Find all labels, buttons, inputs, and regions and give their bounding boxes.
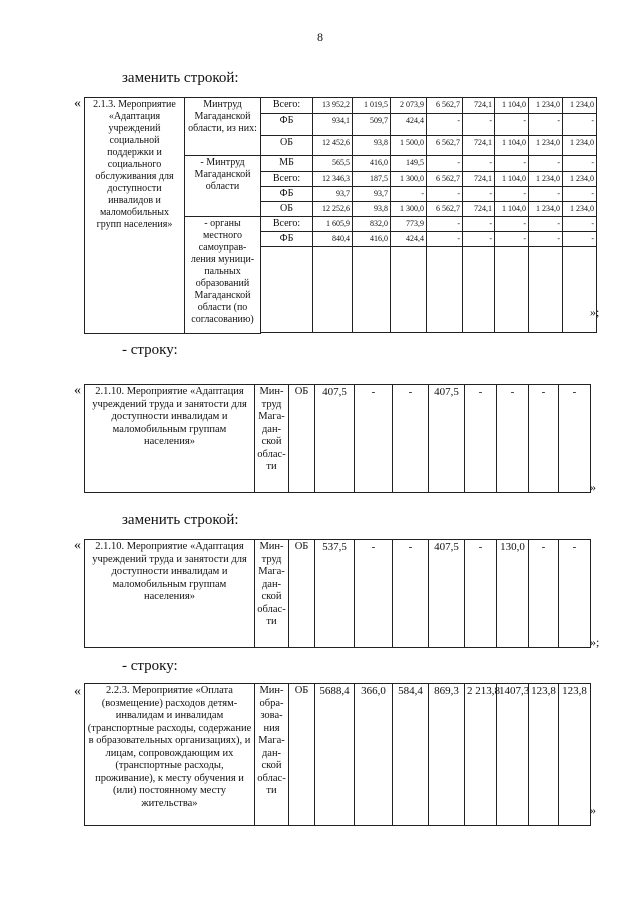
source-cell: ОБ (261, 202, 313, 217)
value-cell: - (529, 540, 559, 648)
value-cell: - (427, 187, 463, 202)
page-number: 8 (317, 30, 323, 44)
value-cell: 6 562,7 (427, 172, 463, 187)
table-block-1 (84, 97, 600, 334)
value-cell: - (427, 232, 463, 247)
value-cell: - (563, 187, 597, 202)
value-cell: 1 234,0 (563, 172, 597, 187)
value-cell: 1407,3 (497, 684, 529, 826)
value-cell: 407,5 (429, 540, 465, 648)
value-cell: 773,9 (391, 217, 427, 232)
value-cell: 724,1 (463, 172, 495, 187)
value-cell: 1 104,0 (495, 202, 529, 217)
value-cell: - (563, 217, 597, 232)
value-cell: - (463, 232, 495, 247)
value-cell: 1 234,0 (529, 98, 563, 114)
executor-cell: - органы местного самоуправ-ления муници-пальных образований Магаданской области (по согласованию) (185, 217, 261, 334)
executor-cell: Мин-обра-зова-ния Мага-дан-ской облас-ти (255, 684, 289, 826)
table-block-2 (84, 384, 591, 493)
measure-cell: 2.1.3. Мероприятие «Адаптация учреждений социальной поддержки и социального обслуживания для доступности инвалидов и маломобильных групп населения» (85, 98, 185, 334)
table-block-3 (84, 539, 591, 648)
source-cell: ОБ (261, 136, 313, 156)
value-cell: - (529, 217, 563, 232)
value-cell: 12 452,6 (313, 136, 353, 156)
executor-cell: Мин-труд Мага-дан-ской облас-ти (255, 540, 289, 648)
value-cell: - (393, 385, 429, 493)
value-cell: 1 234,0 (563, 136, 597, 156)
value-cell: 840,4 (313, 232, 353, 247)
table-row (85, 385, 591, 493)
value-cell: 416,0 (353, 156, 391, 172)
value-cell: - (559, 385, 591, 493)
open-quote-2: « (74, 383, 81, 398)
value-cell: - (529, 187, 563, 202)
executor-cell: Минтруд Магаданской области, из них: (185, 98, 261, 156)
value-cell: 93,8 (353, 136, 391, 156)
value-cell: - (427, 114, 463, 136)
table-row (85, 540, 591, 648)
value-cell: 724,1 (463, 136, 495, 156)
close-quote-4: » (590, 803, 596, 817)
value-cell: 1 300,0 (391, 172, 427, 187)
measure-cell: 2.2.3. Мероприятие «Оплата (возмещение) расходов детям-инвалидам и инвалидам (транспортные расходы, содержание в образовательных организациях), и лицам, сопровождающим их (транспортные расходы, проживание), к месту обучения и (или) постоянному месту жительства» (85, 684, 255, 826)
open-quote-1: « (74, 96, 81, 111)
value-cell: 424,4 (391, 114, 427, 136)
value-cell: - (463, 217, 495, 232)
value-cell: 869,3 (429, 684, 465, 826)
source-cell: ФБ (261, 187, 313, 202)
value-cell: - (463, 114, 495, 136)
value-cell: 93,7 (313, 187, 353, 202)
value-cell: 416,0 (353, 232, 391, 247)
table-row (85, 684, 591, 826)
value-cell: - (529, 114, 563, 136)
value-cell: - (563, 114, 597, 136)
value-cell: 12 252,6 (313, 202, 353, 217)
value-cell: - (465, 540, 497, 648)
value-cell: 1 300,0 (391, 202, 427, 217)
value-cell: 1 234,0 (563, 202, 597, 217)
value-cell: 1 019,5 (353, 98, 391, 114)
value-cell: - (427, 217, 463, 232)
heading-replace-1: заменить строкой: (122, 70, 239, 86)
table-block-4 (84, 683, 591, 826)
value-cell: - (559, 540, 591, 648)
value-cell: 1 500,0 (391, 136, 427, 156)
value-cell: - (465, 385, 497, 493)
value-cell: 724,1 (463, 202, 495, 217)
open-quote-3: « (74, 538, 81, 553)
close-quote-2: » (590, 480, 596, 494)
value-cell: 130,0 (497, 540, 529, 648)
measure-cell: 2.1.10. Мероприятие «Адаптация учреждений труда и занятости для доступности инвалидам и маломобильным группам населения» (85, 385, 255, 493)
source-cell: Всего: (261, 217, 313, 232)
source-cell: Всего: (261, 98, 313, 114)
value-cell: 1 104,0 (495, 136, 529, 156)
heading-row-2: - строку: (122, 342, 178, 358)
measure-cell: 2.1.10. Мероприятие «Адаптация учреждений труда и занятости для доступности инвалидам и маломобильным группам населения» (85, 540, 255, 648)
value-cell: - (497, 385, 529, 493)
value-cell: 366,0 (355, 684, 393, 826)
value-cell: - (495, 187, 529, 202)
heading-row-4: - строку: (122, 658, 178, 674)
source-cell: ОБ (289, 540, 315, 648)
value-cell: 6 562,7 (427, 98, 463, 114)
value-cell: 1 234,0 (529, 172, 563, 187)
value-cell: 187,5 (353, 172, 391, 187)
value-cell: - (529, 385, 559, 493)
value-cell: 424,4 (391, 232, 427, 247)
source-cell: Всего: (261, 172, 313, 187)
value-cell: 509,7 (353, 114, 391, 136)
value-cell: 12 346,3 (313, 172, 353, 187)
source-cell: ОБ (289, 385, 315, 493)
value-cell: - (355, 385, 393, 493)
value-cell: - (563, 232, 597, 247)
value-cell: - (393, 540, 429, 648)
value-cell: 537,5 (315, 540, 355, 648)
value-cell: - (495, 114, 529, 136)
value-cell: - (391, 187, 427, 202)
value-cell: 93,8 (353, 202, 391, 217)
value-cell: 123,8 (559, 684, 591, 826)
value-cell: - (463, 156, 495, 172)
value-cell: - (495, 232, 529, 247)
value-cell: - (529, 156, 563, 172)
value-cell: 565,5 (313, 156, 353, 172)
value-cell: - (463, 187, 495, 202)
executor-cell: Мин-труд Мага-дан-ской облас-ти (255, 385, 289, 493)
value-cell: 1 605,9 (313, 217, 353, 232)
source-cell: МБ (261, 156, 313, 172)
value-cell: - (563, 156, 597, 172)
value-cell: - (495, 156, 529, 172)
value-cell: 123,8 (529, 684, 559, 826)
close-quote-3: »; (590, 635, 600, 649)
value-cell: 1 104,0 (495, 98, 529, 114)
source-cell: ОБ (289, 684, 315, 826)
open-quote-4: « (74, 684, 81, 699)
value-cell: 724,1 (463, 98, 495, 114)
source-cell: ФБ (261, 232, 313, 247)
value-cell: 6 562,7 (427, 202, 463, 217)
value-cell: 934,1 (313, 114, 353, 136)
value-cell: 2 213,8 (465, 684, 497, 826)
value-cell: - (529, 232, 563, 247)
source-cell: ФБ (261, 114, 313, 136)
value-cell: 1 234,0 (529, 136, 563, 156)
value-cell: 407,5 (429, 385, 465, 493)
value-cell: 832,0 (353, 217, 391, 232)
value-cell: - (355, 540, 393, 648)
value-cell: 93,7 (353, 187, 391, 202)
value-cell: 13 952,2 (313, 98, 353, 114)
value-cell: - (495, 217, 529, 232)
value-cell: 407,5 (315, 385, 355, 493)
value-cell: 1 234,0 (563, 98, 597, 114)
value-cell: 149,5 (391, 156, 427, 172)
value-cell: 2 073,9 (391, 98, 427, 114)
value-cell: 6 562,7 (427, 136, 463, 156)
value-cell: 1 234,0 (529, 202, 563, 217)
heading-replace-3: заменить строкой: (122, 512, 239, 528)
value-cell: 5688,4 (315, 684, 355, 826)
table-row (85, 98, 597, 114)
close-quote-1: »; (590, 305, 600, 319)
value-cell: 584,4 (393, 684, 429, 826)
value-cell: - (427, 156, 463, 172)
executor-cell: - Минтруд Магаданской области (185, 156, 261, 217)
value-cell: 1 104,0 (495, 172, 529, 187)
